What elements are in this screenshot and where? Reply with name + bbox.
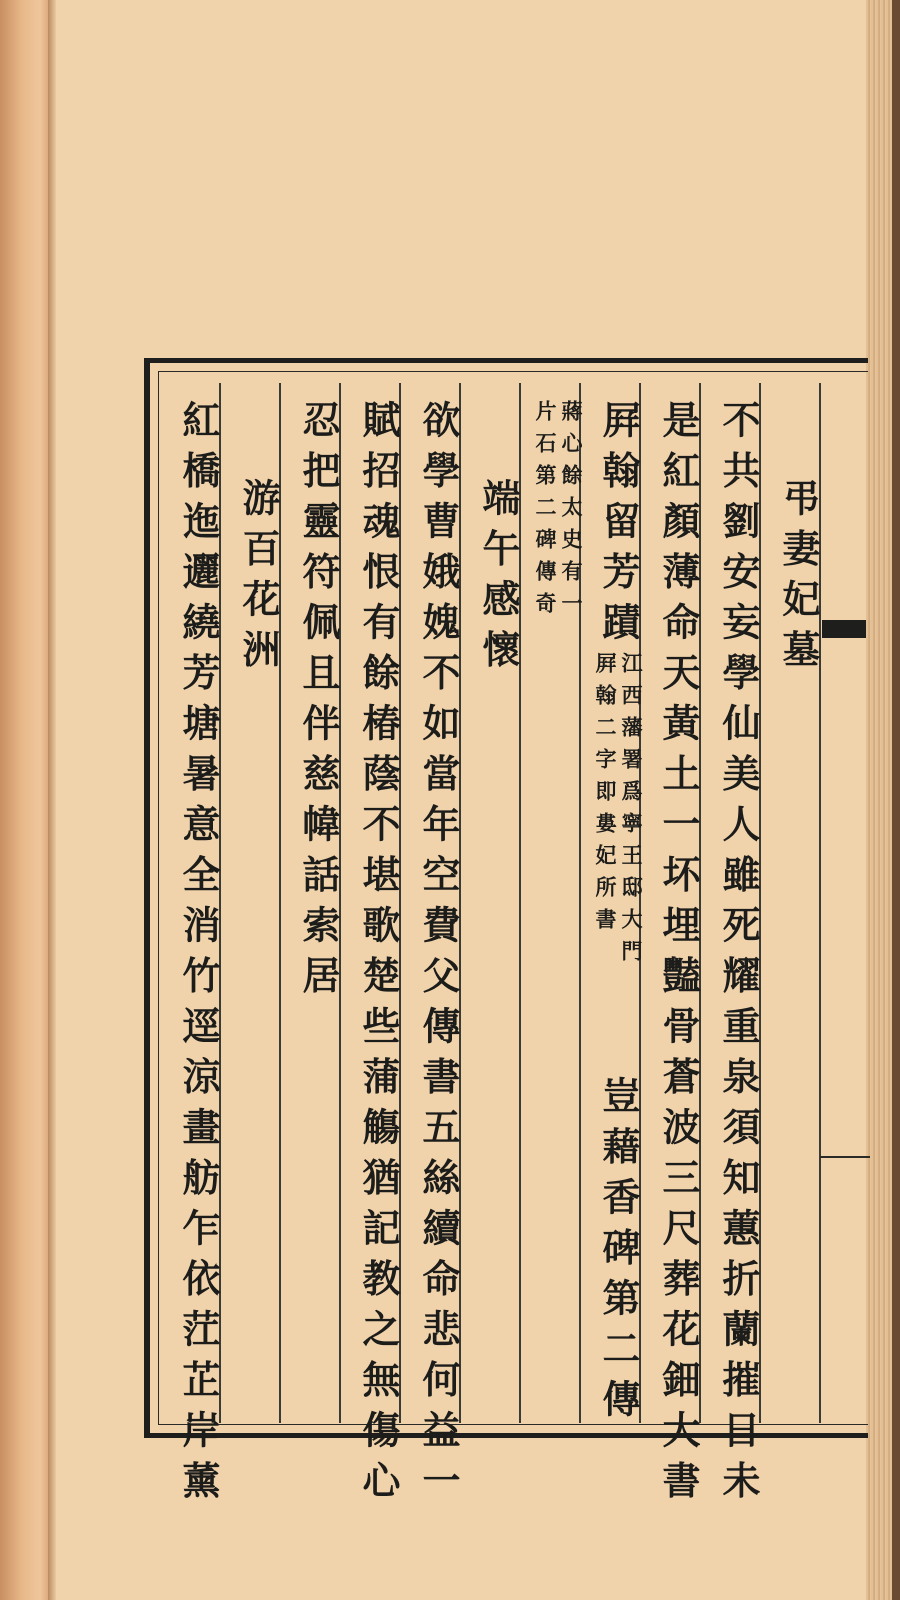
annotation: 蔣心餘太史有一 (559, 400, 584, 624)
poem-line: 忍把靈符佩且伴慈幃話索居 (296, 400, 341, 1006)
inner-frame-rule (158, 371, 868, 1511)
poem-line: 屛翰留芳蹟 (596, 400, 641, 653)
poem-line: 賦招魂恨有餘椿蔭不堪歌楚些蒲觴猶記教之無傷心 (356, 400, 401, 1511)
right-cover-edge (892, 0, 900, 1600)
poem-title-1: 弔妻妃墓 (776, 478, 821, 680)
poem-line: 豈藉香碑第二傳 (596, 1076, 641, 1430)
poem-title-2: 端午感懷 (476, 478, 521, 680)
binding-gutter (48, 0, 56, 1600)
printed-frame (144, 358, 868, 1511)
poem-line: 紅橋迤邐繞芳塘暑意全消竹逕涼畫舫乍依茳芷岸薰 (176, 400, 221, 1511)
margin-rule (820, 1156, 870, 1158)
left-facing-page-edge (0, 0, 50, 1600)
fishtail-mark (822, 620, 866, 638)
poem-line: 欲學曹娥媿不如當年空費父傳書五絲續命悲何益一 (416, 400, 461, 1511)
interlinear-note: 江西藩署爲寧王邸大門 (619, 652, 644, 972)
poem-line: 是紅顏薄命天黃土一坏埋豔骨蒼波三尺葬花鈿大書 (656, 400, 701, 1511)
interlinear-note: 屛翰二字即婁妃所書 (593, 652, 618, 940)
poem-title-3: 游百花洲 (236, 478, 281, 680)
annotation: 片石第二碑傳奇 (533, 400, 558, 624)
poem-line: 不共劉安妄學仙美人雖死耀重泉須知蕙折蘭摧日未 (716, 400, 761, 1511)
